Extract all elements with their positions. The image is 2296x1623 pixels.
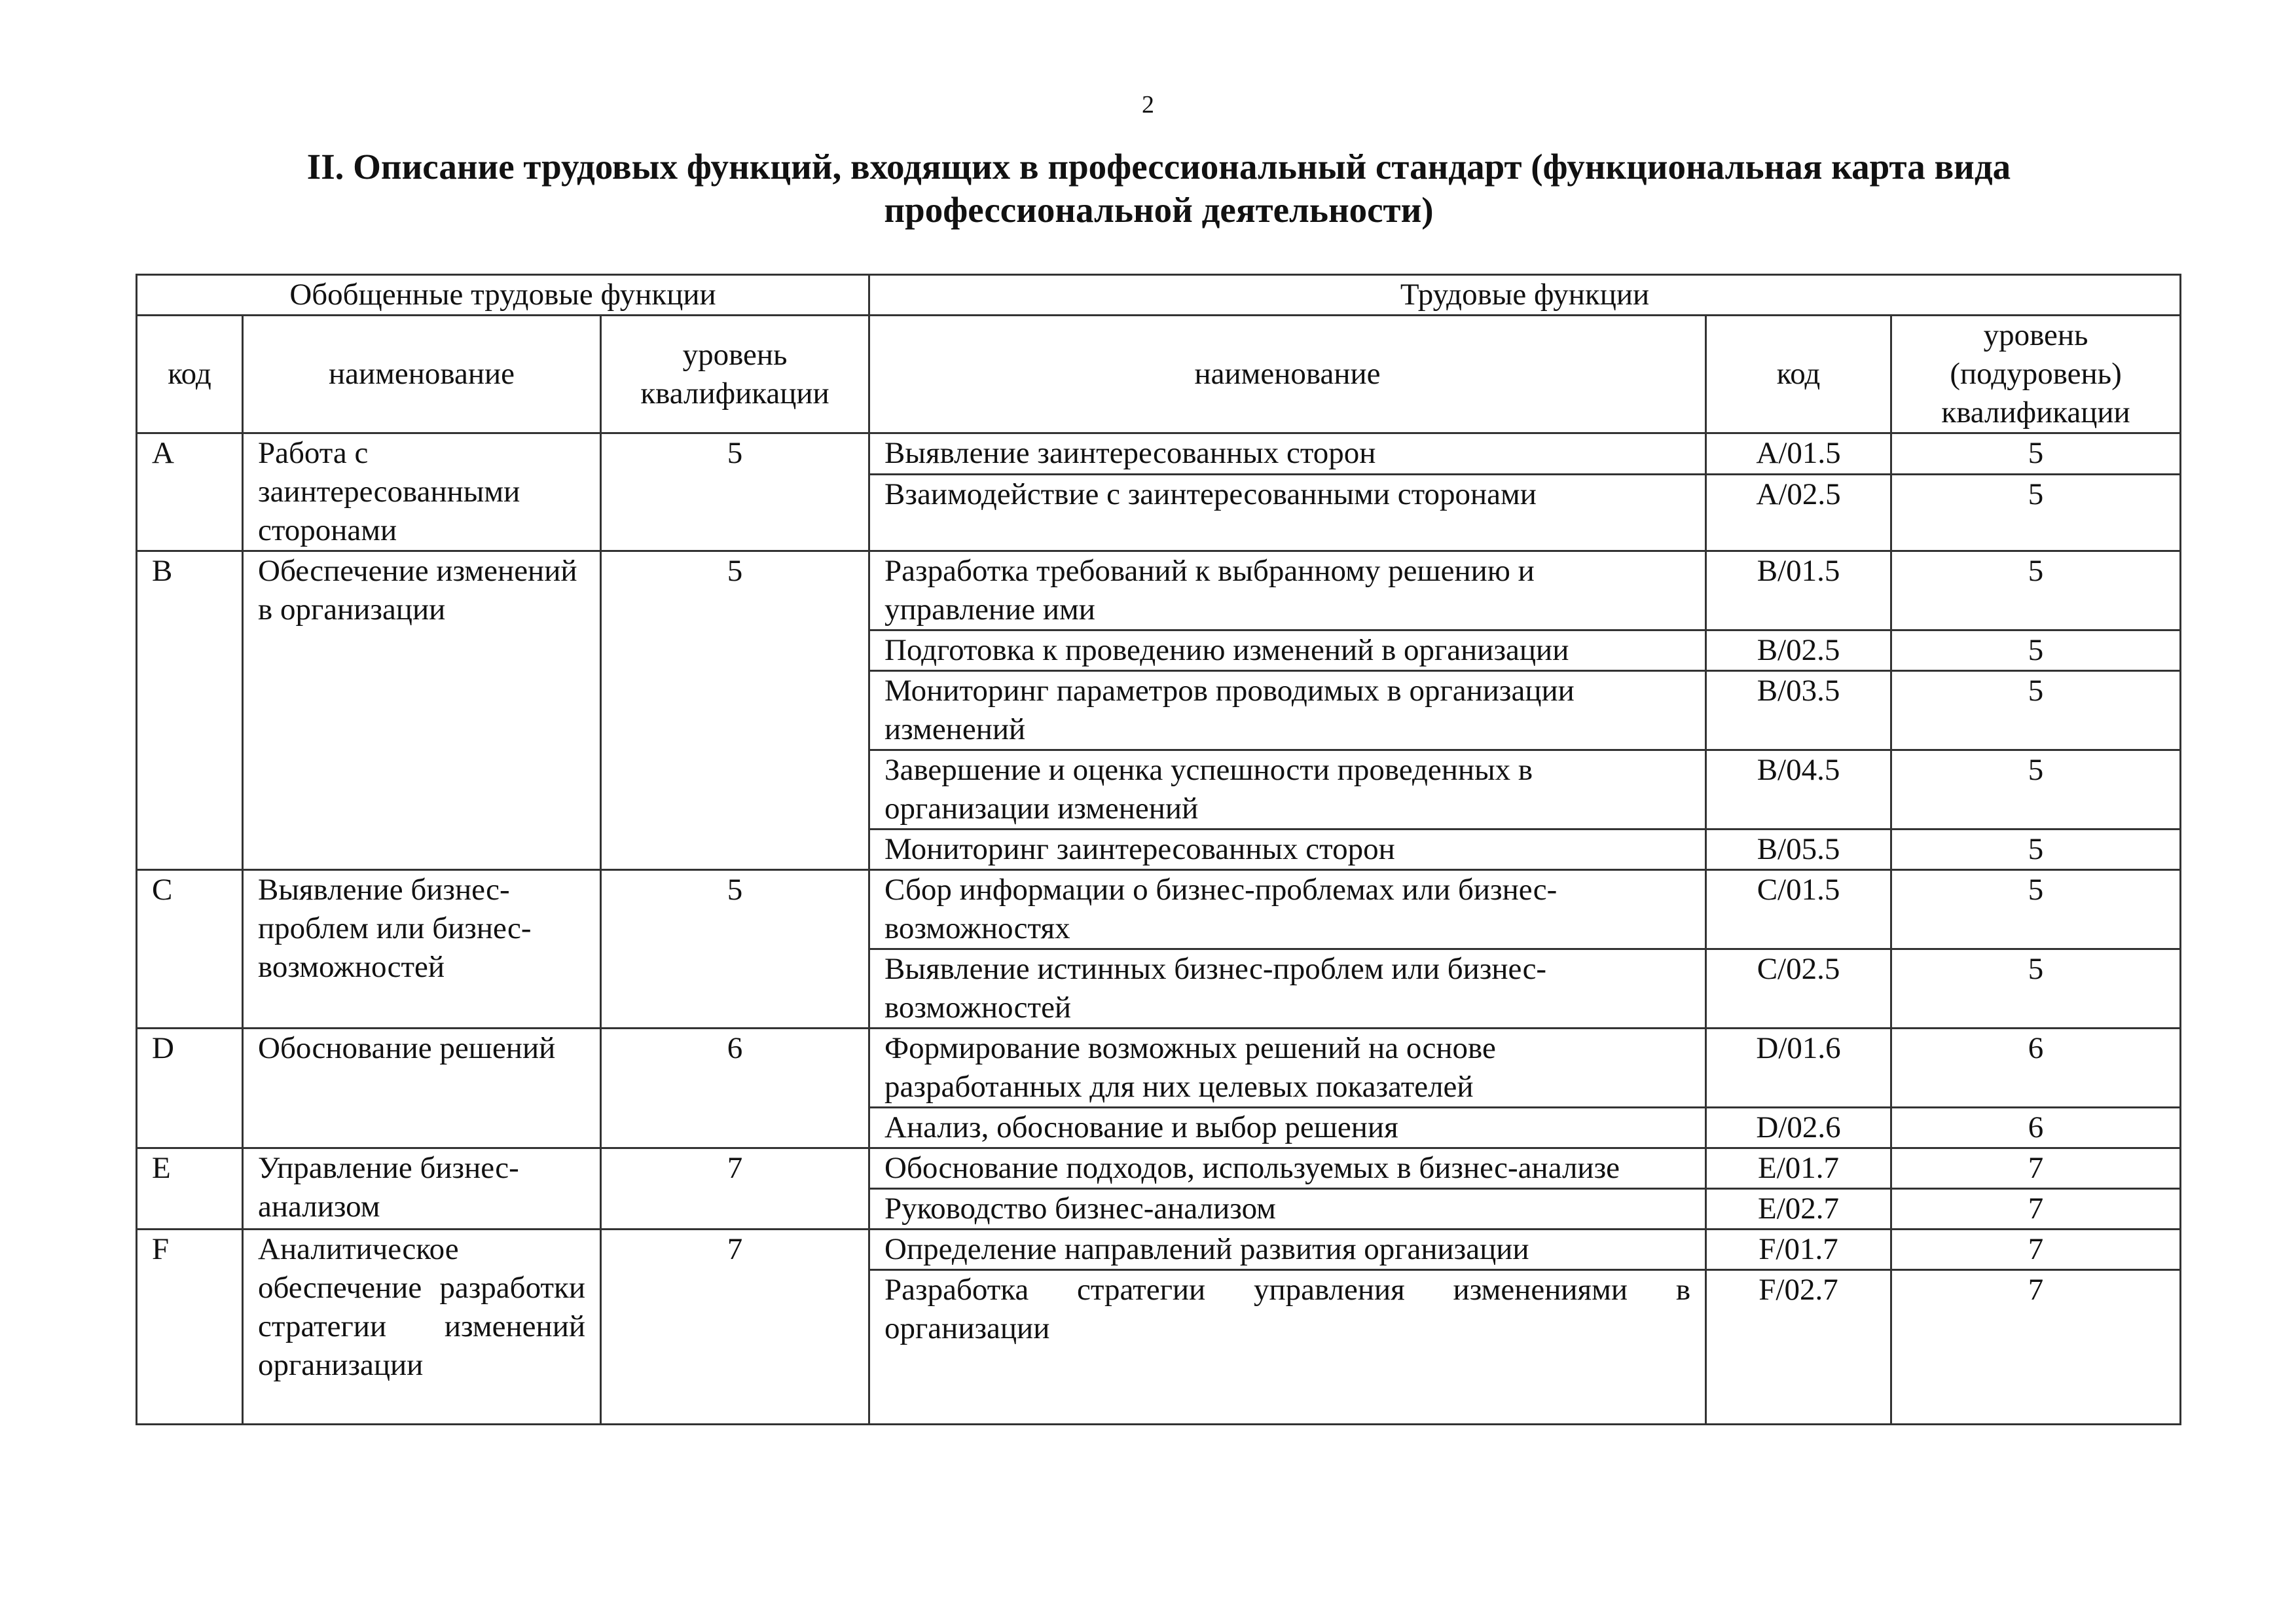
function-level-f01: 7 — [1891, 1230, 2181, 1270]
column-header-func-name: наименование — [869, 316, 1706, 433]
group-level-d: 6 — [601, 1029, 869, 1148]
function-name-c02: Выявление истинных бизнес-проблем или бизнес-возможностей — [869, 949, 1706, 1029]
labor-functions-header: Трудовые функции — [869, 275, 2181, 316]
group-code-e: E — [137, 1148, 243, 1230]
function-level-e02: 7 — [1891, 1189, 2181, 1230]
function-level-b01: 5 — [1891, 551, 2181, 630]
function-code-b04: B/04.5 — [1706, 750, 1891, 830]
group-level-b: 5 — [601, 551, 869, 870]
group-name-a: Работа с заинтересованными сторонами — [243, 433, 601, 551]
group-name-b: Обеспечение изменений в организации — [243, 551, 601, 870]
function-level-e01: 7 — [1891, 1148, 2181, 1189]
group-level-a: 5 — [601, 433, 869, 551]
function-code-c01: C/01.5 — [1706, 870, 1891, 949]
function-level-a02: 5 — [1891, 474, 2181, 551]
function-level-d01: 6 — [1891, 1029, 2181, 1108]
function-name-f01: Определение направлений развития организации — [869, 1230, 1706, 1270]
function-code-f02: F/02.7 — [1706, 1270, 1891, 1425]
group-level-f: 7 — [601, 1230, 869, 1425]
group-level-e: 7 — [601, 1148, 869, 1230]
group-code-d: D — [137, 1029, 243, 1148]
function-code-d01: D/01.6 — [1706, 1029, 1891, 1108]
function-code-b03: B/03.5 — [1706, 671, 1891, 750]
function-name-e01: Обоснование подходов, используемых в бизнес-анализе — [869, 1148, 1706, 1189]
function-code-b02: B/02.5 — [1706, 630, 1891, 671]
function-name-b02: Подготовка к проведению изменений в организации — [869, 630, 1706, 671]
group-name-f: Аналитическое обеспечение разработки стратегии изменений организации — [243, 1230, 601, 1425]
function-level-b03: 5 — [1891, 671, 2181, 750]
function-name-a02: Взаимодействие с заинтересованными сторонами — [869, 474, 1706, 551]
function-code-a01: A/01.5 — [1706, 433, 1891, 475]
function-name-d01: Формирование возможных решений на основе разработанных для них целевых показателей — [869, 1029, 1706, 1108]
function-code-b05: B/05.5 — [1706, 830, 1891, 870]
function-level-b02: 5 — [1891, 630, 2181, 671]
group-level-c: 5 — [601, 870, 869, 1029]
function-name-e02: Руководство бизнес-анализом — [869, 1189, 1706, 1230]
function-level-d02: 6 — [1891, 1108, 2181, 1148]
function-name-c01: Сбор информации о бизнес-проблемах или бизнес-возможностях — [869, 870, 1706, 949]
group-code-c: C — [137, 870, 243, 1029]
function-level-c02: 5 — [1891, 949, 2181, 1029]
group-name-c: Выявление бизнес-проблем или бизнес-возможностей — [243, 870, 601, 1029]
function-name-b05: Мониторинг заинтересованных сторон — [869, 830, 1706, 870]
function-name-b03: Мониторинг параметров проводимых в организации изменений — [869, 671, 1706, 750]
column-header-gen-name: наименование — [243, 316, 601, 433]
column-header-gen-level: уровень квалификации — [601, 316, 869, 433]
function-code-c02: C/02.5 — [1706, 949, 1891, 1029]
column-header-func-level: уровень (подуровень) квалификации — [1891, 316, 2181, 433]
function-code-b01: B/01.5 — [1706, 551, 1891, 630]
function-code-e01: E/01.7 — [1706, 1148, 1891, 1189]
function-code-d02: D/02.6 — [1706, 1108, 1891, 1148]
group-code-a: A — [137, 433, 243, 551]
column-header-func-code: код — [1706, 316, 1891, 433]
function-level-c01: 5 — [1891, 870, 2181, 949]
function-code-e02: E/02.7 — [1706, 1189, 1891, 1230]
function-code-f01: F/01.7 — [1706, 1230, 1891, 1270]
function-name-d02: Анализ, обоснование и выбор решения — [869, 1108, 1706, 1148]
function-level-a01: 5 — [1891, 433, 2181, 475]
function-name-f02: Разработка стратегии управления изменениями в организации — [869, 1270, 1706, 1425]
column-header-gen-code: код — [137, 316, 243, 433]
group-name-e: Управление бизнес-анализом — [243, 1148, 601, 1230]
function-level-b05: 5 — [1891, 830, 2181, 870]
group-code-b: B — [137, 551, 243, 870]
function-name-a01: Выявление заинтересованных сторон — [869, 433, 1706, 475]
group-code-f: F — [137, 1230, 243, 1425]
function-level-f02: 7 — [1891, 1270, 2181, 1425]
function-name-b04: Завершение и оценка успешности проведенных в организации изменений — [869, 750, 1706, 830]
group-name-d: Обоснование решений — [243, 1029, 601, 1148]
generalized-functions-header: Обобщенные трудовые функции — [137, 275, 869, 316]
page-number: 2 — [1142, 91, 1154, 119]
page-title: II. Описание трудовых функций, входящих в профессиональный стандарт (функциональная карта вида профессиональной деятельности) — [306, 147, 2011, 230]
function-level-b04: 5 — [1891, 750, 2181, 830]
function-name-b01: Разработка требований к выбранному решению и управление ими — [869, 551, 1706, 630]
function-code-a02: A/02.5 — [1706, 474, 1891, 551]
functional-map-table — [136, 274, 2181, 1425]
